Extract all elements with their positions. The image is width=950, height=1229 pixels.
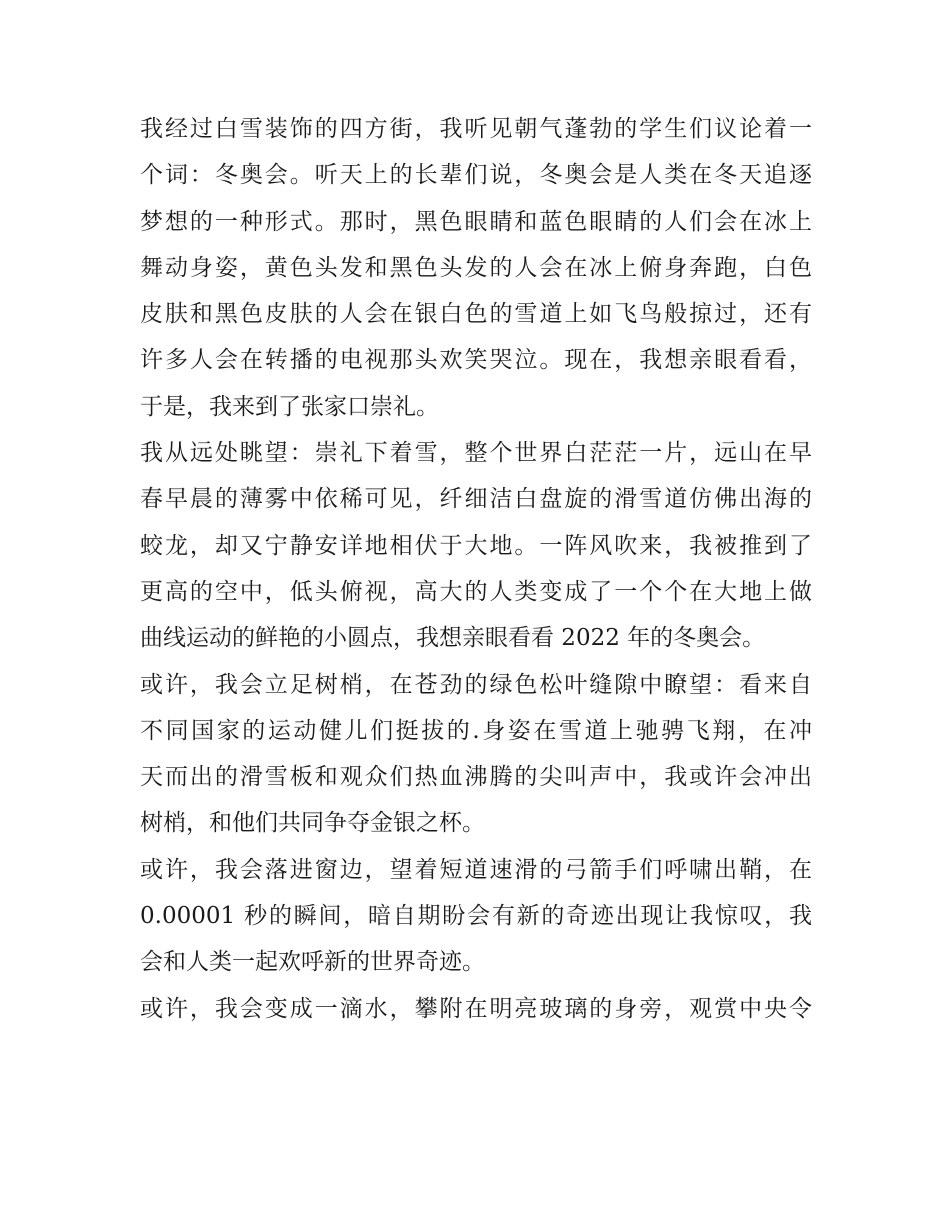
essay-text: [140, 106, 812, 1032]
text-line: 或许，我会落进窗边，望着短道速滑的弓箭手们呼啸出鞘，在: [140, 856, 812, 883]
text-line: 更高的空中，低头俯视，高大的人类变成了一个个在大地上做: [140, 578, 812, 605]
text-line: 会和人类一起欢呼新的世界奇迹。: [140, 949, 485, 976]
text-line: 曲线运动的鲜艳的小圆点，我想亲眼看看 2022 年的冬奥会。: [140, 625, 766, 652]
text-line: 我经过白雪装饰的四方街，我听见朝气蓬勃的学生们议论着一: [140, 116, 812, 142]
text-line: 或许，我会立足树梢，在苍劲的绿色松叶缝隙中瞭望：看来自: [140, 671, 812, 698]
text-line: 许多人会在转播的电视那头欢笑哭泣。现在，我想亲眼看看，: [140, 347, 812, 374]
text-line: 0.00001 秒的瞬间，暗自期盼会有新的奇迹出现让我惊叹，我: [140, 903, 812, 930]
text-line: 天而出的滑雪板和观众们热血沸腾的尖叫声中，我或许会冲出: [140, 764, 812, 791]
text-line: 树梢，和他们共同争夺金银之杯。: [140, 810, 485, 837]
text-line: 或许，我会变成一滴水，攀附在明亮玻璃的身旁，观赏中央令: [140, 995, 812, 1022]
text-line: 梦想的一种形式。那时，黑色眼睛和蓝色眼睛的人们会在冰上: [140, 208, 812, 235]
text-line: 皮肤和黑色皮肤的人会在银白色的雪道上如飞鸟般掠过，还有: [140, 301, 812, 328]
text-line: 春早晨的薄雾中依稀可见，纤细洁白盘旋的滑雪道仿佛出海的: [140, 486, 812, 513]
text-line: 舞动身姿，黄色头发和黑色头发的人会在冰上俯身奔跑，白色: [140, 254, 812, 281]
text-line: 不同国家的运动健儿们挺拔的.身姿在雪道上驰骋飞翔，在冲: [140, 717, 812, 744]
text-line: 于是，我来到了张家口崇礼。: [140, 393, 439, 420]
text-line: 我从远处眺望：崇礼下着雪，整个世界白茫茫一片，远山在早: [140, 440, 812, 467]
text-line: 个词：冬奥会。听天上的长辈们说，冬奥会是人类在冬天追逐: [140, 162, 812, 189]
text-line: 蛟龙，却又宁静安详地相伏于大地。一阵风吹来，我被推到了: [140, 532, 812, 559]
